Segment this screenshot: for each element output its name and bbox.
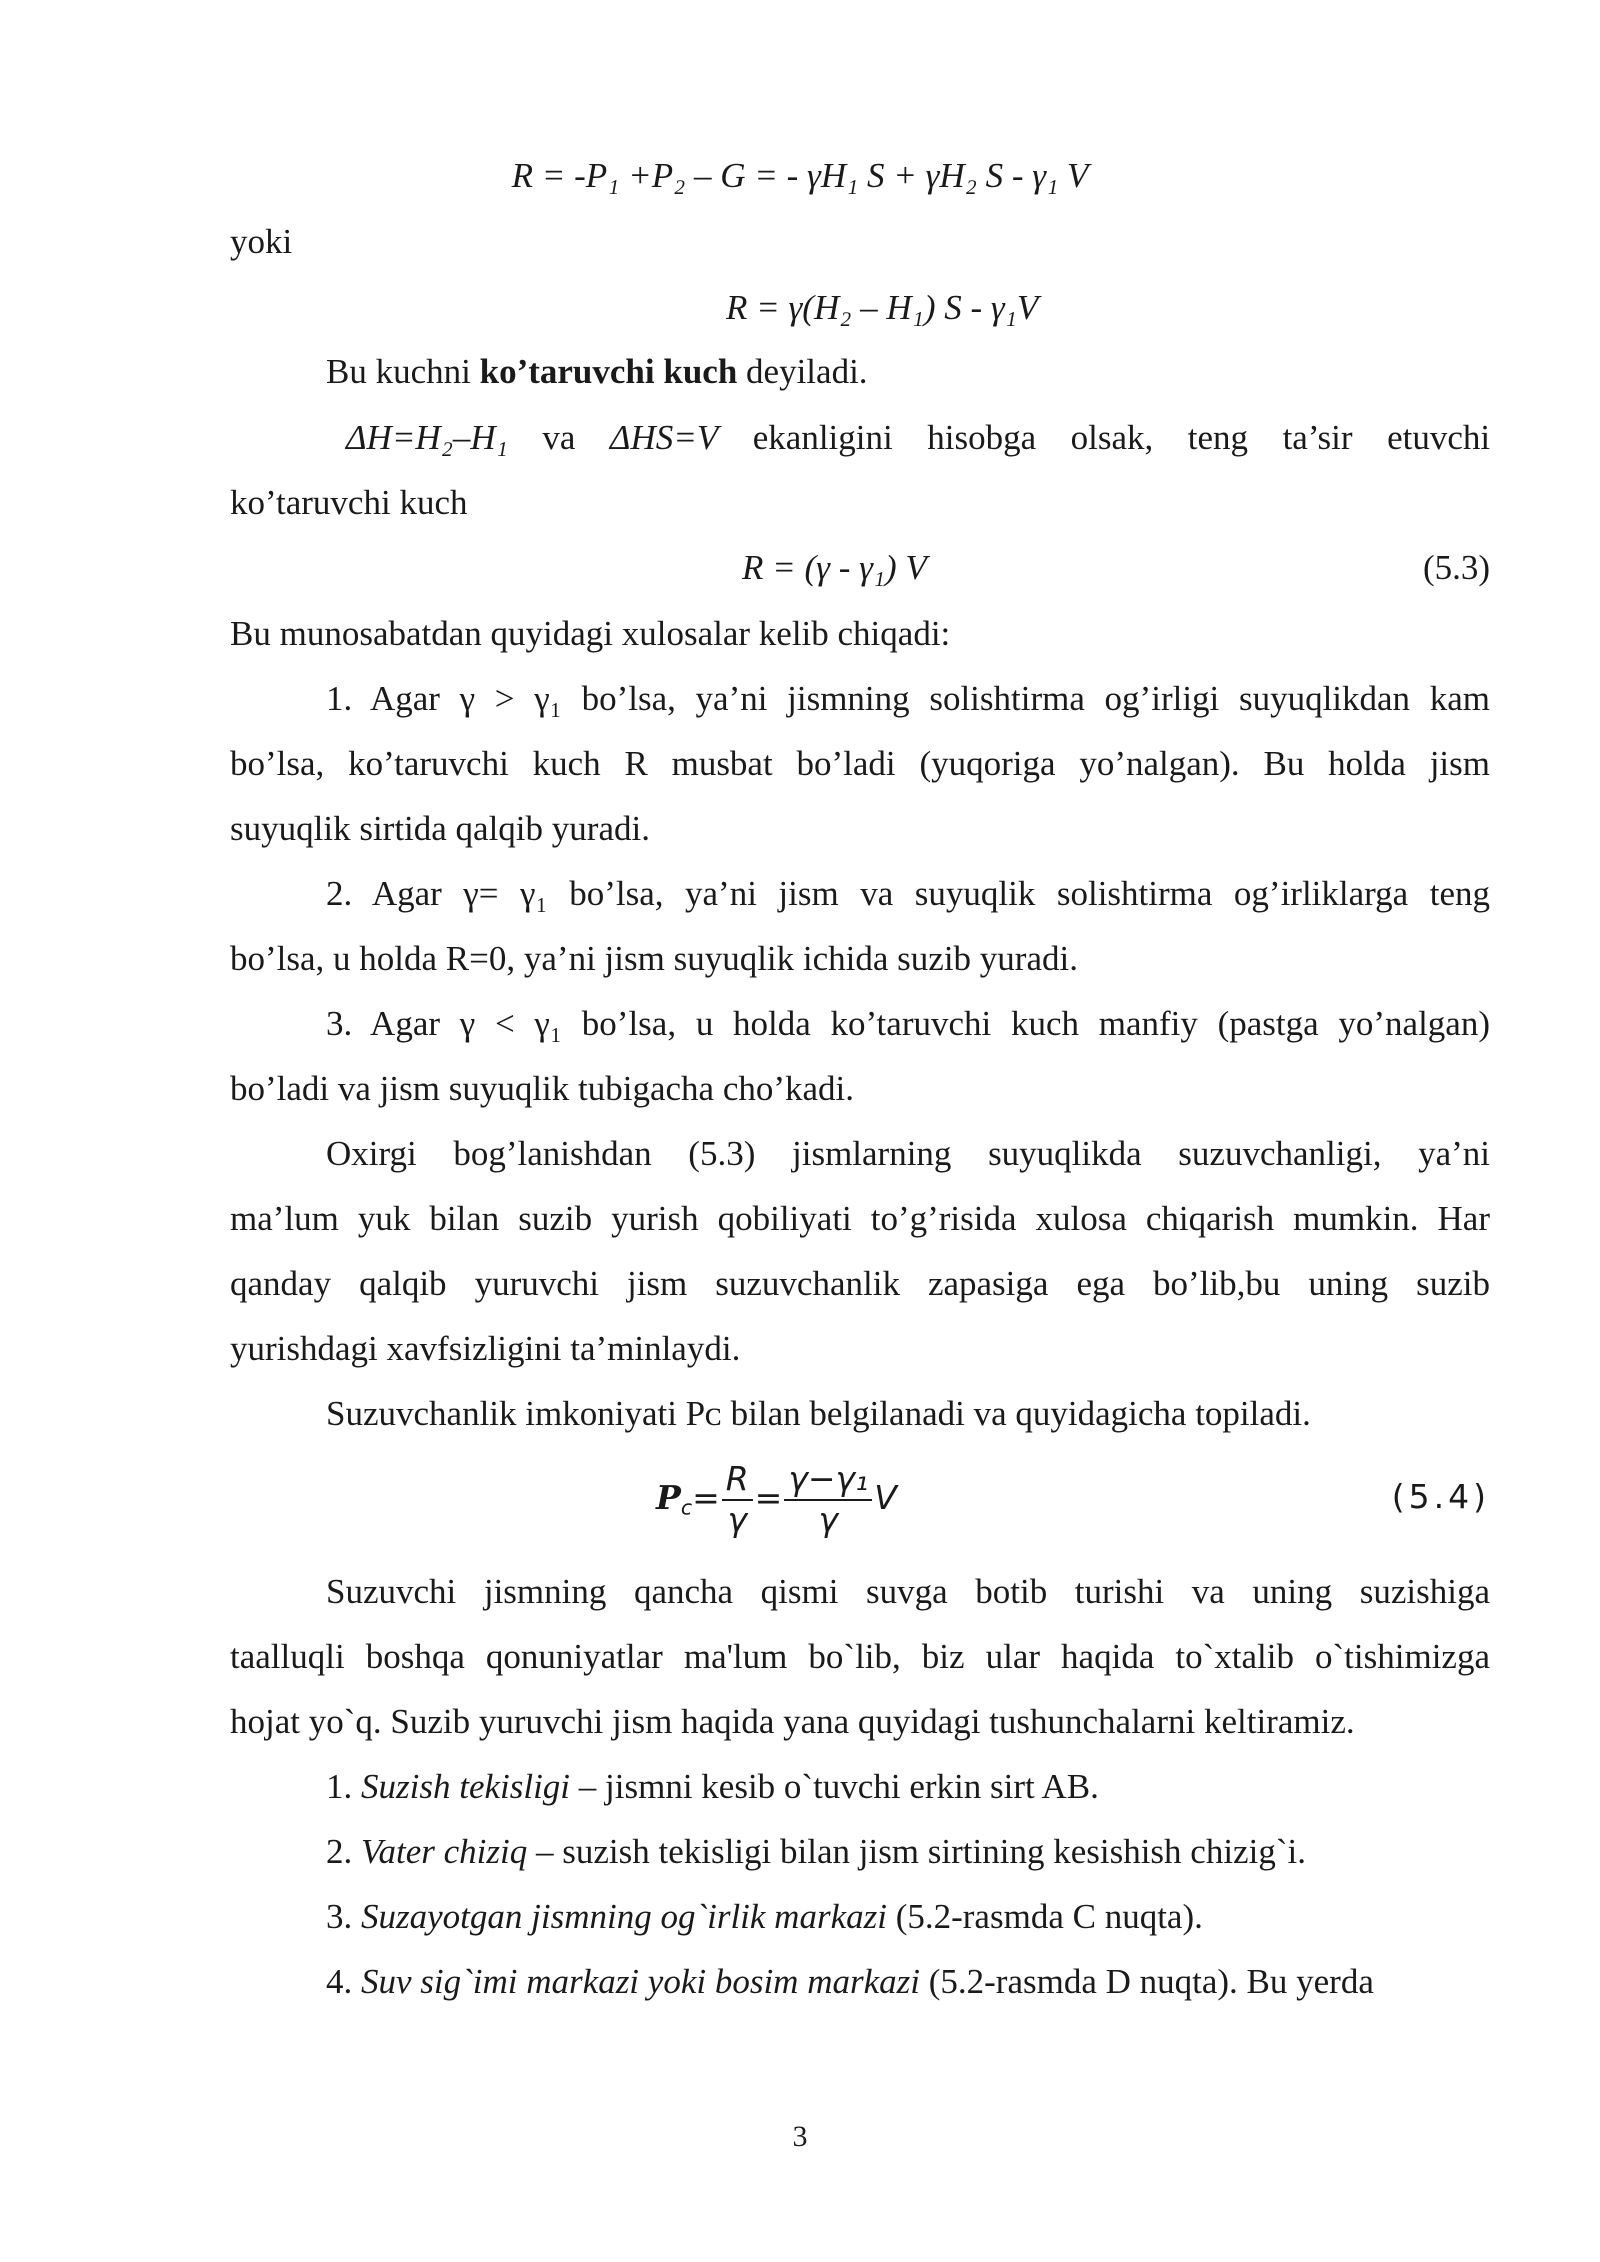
word: etuvchi: [1387, 418, 1491, 457]
page-number: 3: [792, 2120, 808, 2153]
equation-number-5-3: (5.3): [1422, 548, 1490, 587]
word: ekanligini: [752, 418, 893, 457]
list-item-text: – suzish tekisligi bilan jism sirtining kesishish chizig`i.: [527, 1832, 1306, 1871]
item3-line2: bo’ladi va jism suyuqlik tubigacha cho’kadi.: [230, 1069, 855, 1108]
list-item-term: Suv sig`imi markazi yoki bosim markazi: [361, 1962, 920, 2001]
list-item-text: (5.2-rasmda C nuqta).: [886, 1897, 1203, 1936]
fraction-gamma-diff: [784, 1459, 872, 1539]
paragraph-buoyancy-line2: ma’lum yuk bilan suzib yurish qobiliyati to’g’risida xulosa chiqarish mumkin. Har: [230, 1199, 1490, 1238]
definition-prefix: Bu kuchni: [326, 352, 480, 391]
item2-line1: 2. Agar γ= γ₁ bo’lsa, ya’ni jism va suyuqlik solishtirma og’irliklarga teng: [326, 874, 1490, 913]
eq-equals: =: [754, 1478, 783, 1518]
equation-buoyancy-forces: R = -P₁ +P₂ – G = - γH₁ S + γH₂ S - γ₁ V: [511, 156, 1089, 195]
eq-lhs: P: [656, 1478, 681, 1518]
item1-line1: 1. Agar γ > γ₁ bo’lsa, ya’ni jismning solishtirma og’irligi suyuqlikdan kam: [326, 679, 1490, 718]
paragraph-delta-line2: ko’taruvchi kuch: [230, 483, 468, 522]
paragraph-yoki: yoki: [230, 222, 293, 261]
item3-line1: 3. Agar γ < γ₁ bo’lsa, u holda ko’taruvchi kuch manfiy (pastga yo’nalgan): [326, 1004, 1490, 1043]
paragraph-delta-line1: [346, 420, 1490, 455]
list-item: [326, 1834, 1306, 1869]
list-item-text: (5.2-rasmda D nuqta). Bu yerda: [919, 1962, 1374, 2001]
definition-suffix: deyiladi.: [737, 352, 868, 391]
eq-lhs-sub: c: [680, 1495, 693, 1520]
list-item-number: 2.: [326, 1832, 361, 1871]
word-va: va: [542, 418, 576, 457]
fraction-numerator: γ−γ₁: [784, 1462, 872, 1501]
fraction-r-over-gamma: [722, 1459, 753, 1539]
paragraph-floating-line2: taalluqli boshqa qonuniyatlar ma'lum bo`lib, biz ular haqida to`xtalib o`tishimizga: [230, 1637, 1490, 1676]
item1-line3: suyuqlik sirtida qalqib yuradi.: [230, 809, 650, 848]
equation-number-5-4: (5.4): [1391, 1477, 1490, 1516]
word: hisobga: [927, 418, 1037, 457]
word: teng: [1187, 418, 1249, 457]
word: olsak,: [1070, 418, 1154, 457]
list-item-number: 1.: [326, 1767, 361, 1806]
list-item: [326, 1899, 1203, 1934]
list-item: [326, 1769, 1099, 1804]
paragraph-pc-intro: Suzuvchanlik imkoniyati Pᴄ bilan belgilanadi va quyidagicha topiladi.: [326, 1394, 1311, 1433]
delta-hs-expression: ΔHS=V: [609, 418, 719, 457]
item2-line2: bo’lsa, u holda R=0, ya’ni jism suyuqlik ichida suzib yuradi.: [230, 939, 1078, 978]
equation-lift-force: R = γ(H₂ – H₁) S - γ₁V: [726, 288, 1039, 327]
eq-equals: =: [692, 1478, 720, 1518]
paragraph-buoyancy-line3: qanday qalqib yuruvchi jism suzuvchanlik zapasiga ega bo’lib,bu uning suzib: [230, 1264, 1490, 1303]
eq-tail: V: [874, 1478, 897, 1518]
list-item-text: – jismni kesib o`tuvchi erkin sirt AB.: [570, 1767, 1099, 1806]
list-item-number: 4.: [326, 1962, 361, 2001]
fraction-denominator: γ: [727, 1499, 747, 1539]
paragraph-definition: [326, 354, 868, 389]
delta-h-expression: ΔH=H₂–H₁: [346, 418, 508, 457]
fraction-denominator: γ: [818, 1499, 839, 1539]
paragraph-floating-line1: Suzuvchi jismning qancha qismi suvga botib turishi va uning suzishiga: [326, 1572, 1490, 1611]
item1-line2: bo’lsa, ko’taruvchi kuch R musbat bo’ladi (yuqoriga yo’nalgan). Bu holda jism: [230, 744, 1490, 783]
definition-term: ko’taruvchi kuch: [479, 352, 738, 391]
paragraph-floating-line3: hojat yo`q. Suzib yuruvchi jism haqida yana quyidagi tushunchalarni keltiramiz.: [230, 1702, 1355, 1741]
word: ta’sir: [1282, 418, 1353, 457]
list-item-term: Suzayotgan jismning og`irlik markazi: [361, 1897, 887, 1936]
list-item-term: Vater chiziq: [361, 1832, 528, 1871]
paragraph-buoyancy-line4: yurishdagi xavfsizligini ta’minlaydi.: [230, 1329, 741, 1368]
list-item: [326, 1964, 1374, 1999]
paragraph-conclusions-intro: Bu munosabatdan quyidagi xulosalar kelib chiqadi:: [230, 614, 951, 653]
fraction-numerator: R: [722, 1462, 753, 1501]
paragraph-buoyancy-line1: Oxirgi bog’lanishdan (5.3) jismlarning suyuqlikda suzuvchanligi, ya’ni: [326, 1134, 1490, 1173]
equation-5-3: R = (γ - γ₁) V: [742, 548, 927, 587]
list-item-term: Suzish tekisligi: [361, 1767, 571, 1806]
equation-5-4: [656, 1459, 897, 1539]
list-item-number: 3.: [326, 1897, 361, 1936]
